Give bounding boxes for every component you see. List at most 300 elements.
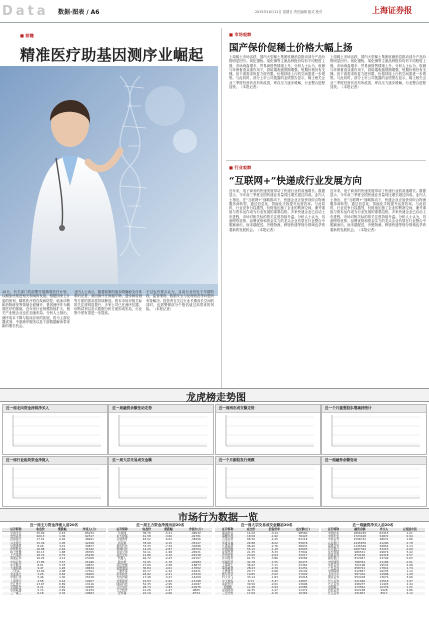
table-cell: -15320 xyxy=(190,572,201,577)
table-cell: 同花顺 xyxy=(117,540,127,545)
table-cell: 中国联通 xyxy=(327,569,340,574)
table-cell: 碧水源 xyxy=(117,559,127,564)
table-cell: 中天城投 xyxy=(222,578,234,583)
table-cell: 上汽集团 xyxy=(10,553,22,558)
table-cell: -2.39 xyxy=(270,565,278,570)
table-cell: 中国建筑 xyxy=(327,559,340,564)
table-cell: 卫宁软件 xyxy=(116,587,128,592)
chart-panel-title: 近一个月重要股东增减持统计 xyxy=(322,405,426,413)
chart-panel xyxy=(215,404,321,455)
table-cell: 13.67 xyxy=(36,581,45,586)
table-cell: 复星医药 xyxy=(222,550,234,555)
table-cell: 1.86 xyxy=(406,537,413,542)
table-cell: 17.48 xyxy=(142,575,151,580)
table-cell: 35.69 xyxy=(36,531,45,536)
table-cell: 贵州茅台 xyxy=(10,534,22,539)
table-cell: 1.12 xyxy=(406,569,413,574)
table-cell: 16235 xyxy=(379,569,389,574)
table-cell: 2.08 xyxy=(406,562,413,567)
table-cell: 0.75 xyxy=(59,553,66,558)
left-article-column-1: 10月，有关部门将部署开展精准医疗计划，以期加快推进相关领域的发展。根据国家卫计委的规划，精准医疗将在疾病防控、临床诊断和药物研发等领域全面铺开。基因测序作为精准医疗的基础，近年来行业规模持续扩大，相关产业链企业也在加速布局。分析人士指出，测序成本下降与临床应用的拓展，将为上游仪器试剂、中游测序服务以及下游数据解读带来新的增长机会。 xyxy=(2,290,70,329)
table-cell: 万达信息 xyxy=(116,584,128,589)
table-cell: 12.86 xyxy=(142,553,151,558)
chart-panel xyxy=(2,404,108,455)
table-cell: 28.74 xyxy=(142,584,151,589)
table-cell: 41290 xyxy=(379,540,389,545)
table-cell: 18.74 xyxy=(36,553,45,558)
table-cell: 45.17 xyxy=(142,569,151,574)
table-cell: -31896 xyxy=(190,543,201,548)
table-cell: 553218 xyxy=(354,575,366,580)
table-cell: -2.21 xyxy=(164,572,173,577)
table-cell: -35127 xyxy=(190,540,201,545)
table-cell: 三一重工 xyxy=(10,591,22,596)
table-cell: 东方航空 xyxy=(10,562,22,567)
table-cell: 16409 xyxy=(85,572,94,577)
table-cell: 海通证券 xyxy=(10,556,22,561)
right-top-body-a: 上周稀土市场活跃，国内大型稀土集团收储消息推动部分产品价格明显回升。氧化镨钕、氧化镝等主流品种报价均有不同程度上涨，市场询盘增多，贸易商惜售情绪上升。分析人士认为，收储与环保督查双重作用下，供给端收缩预期增强，短期价格仍有支撑。但下游需求恢复力度有限，价格持续上行的空间需进一步观察。与此同时，部分上市公司披露的业绩预告显示，稀土相关企业三季度经营状况有所改善，库存压力逐步缓解，行业整合进程加快。（本报记者） xyxy=(229,55,325,90)
chart-plot-area xyxy=(322,413,424,452)
table-cell: 三聚环保 xyxy=(116,569,128,574)
tables-band-title: 市场行为数据一览 xyxy=(178,513,258,524)
table-cell: 中信证券 xyxy=(327,537,340,542)
doctor-dna-illustration xyxy=(0,66,218,284)
table-cell: 42.35 xyxy=(246,587,255,592)
chart-band-header xyxy=(0,388,429,402)
table-cell: 14207 xyxy=(85,578,94,583)
data-wordmark: Data xyxy=(2,4,49,19)
table-cell: 72.33 xyxy=(142,543,151,548)
chart-panel-title: 近一周北向资金持续净买入 xyxy=(3,405,107,413)
table-cell: 0.62 xyxy=(59,572,66,577)
table-cell: -1.83 xyxy=(270,575,278,580)
table-cell: 29874 xyxy=(379,550,389,555)
table-row xyxy=(2,592,106,595)
data-table xyxy=(215,528,319,595)
table-cell: -1.27 xyxy=(270,587,278,592)
chart-plot-area xyxy=(3,465,105,504)
table-cell: 0.94 xyxy=(406,534,413,539)
table-cell: 612847 xyxy=(354,569,366,574)
table-cell: 38.76 xyxy=(142,531,151,536)
table-cell: 3.21 xyxy=(59,543,66,548)
table-header-cell: 占流通市值 xyxy=(394,528,425,532)
table-cell: 1.31 xyxy=(406,584,413,589)
table-cell: 4.12 xyxy=(59,556,66,561)
table-cell: 1856230 xyxy=(353,531,367,536)
table-cell: 1.97 xyxy=(406,578,413,583)
table-cell: 华策影视 xyxy=(116,578,128,583)
table-cell: 16.88 xyxy=(36,546,45,551)
table-cell: 华谊兄弟 xyxy=(116,550,128,555)
table-cell: 金螳螂 xyxy=(223,584,232,589)
table-cell: -8754 xyxy=(191,591,200,596)
chart-plot-area xyxy=(216,413,318,452)
table-cell: 12585 xyxy=(298,584,308,589)
table-cell: 19532 xyxy=(379,562,389,567)
table-cell: 信维通信 xyxy=(116,565,128,570)
table-cell: 0.63 xyxy=(406,556,413,561)
table-header-cell: 融资余额 xyxy=(346,528,374,532)
data-table-block xyxy=(215,523,319,624)
table-cell: 812947 xyxy=(354,556,366,561)
table-header-cell: 净流出(万) xyxy=(179,528,212,532)
table-cell: 33215 xyxy=(379,546,389,551)
table-cell: -20984 xyxy=(190,559,201,564)
table-cell: 42603 xyxy=(298,546,308,551)
table-cell: 42.18 xyxy=(246,559,255,564)
table-cell: 1.36 xyxy=(59,534,66,539)
table-cell: 光线传媒 xyxy=(116,575,128,580)
table-cell: 2.13 xyxy=(406,543,413,548)
right-top-kicker: ■ 市场观察 xyxy=(229,32,252,37)
table-cell: 48631 xyxy=(379,537,389,542)
table-cell: 10843 xyxy=(85,591,94,596)
table-cell: 76423 xyxy=(298,534,308,539)
table-cell: 农业银行 xyxy=(10,572,22,577)
table-cell: 15918 xyxy=(298,575,308,580)
table-cell: 云南白药 xyxy=(222,537,234,542)
table-header-cell: 证券简称 xyxy=(2,528,30,532)
table-cell: -1.27 xyxy=(164,587,173,592)
table-cell: 26318 xyxy=(379,553,389,558)
table-cell: 30.84 xyxy=(142,565,151,570)
table-cell: 29584 xyxy=(298,556,308,561)
issue-meta: 2015年10月11日 星期日 责任编辑 版式 校对 xyxy=(255,10,323,14)
table-row xyxy=(321,592,425,595)
table-cell: -1.64 xyxy=(164,578,173,583)
table-cell: 19872 xyxy=(85,562,94,567)
table-cell: -38456 xyxy=(190,537,201,542)
table-cell: 中国平安 xyxy=(10,531,22,536)
table-cell: 海螺水泥 xyxy=(222,534,234,539)
table-cell: 5.46 xyxy=(37,575,44,580)
table-cell: 5.33 xyxy=(59,562,66,567)
right-mid-body-a: 近年来，电子商务的快速发展带动了快递行业的高速增长。数据显示，今年前三季度全国快递业务量同比增长超过四成。业内人士指出，在“互联网+”战略推动下，快递企业正加快向综合物流服务商转型，通过信息化、智能化手段提升运营效率。与此同时，行业竞争日趋激烈，价格战压缩了企业的利润空间，兼并重组与资本运作成为行业发展的重要趋势。多家快递企业已启动上市进程，市场对相关标的的关注度持续升温。分析人士认为，具备网络优势、品牌优势和资金实力的龙头企业有望在行业整合中脱颖而出，而末端配送、冷链物流、跨境快递等细分领域也孕育着新的发展机会。（本报记者） xyxy=(229,189,325,232)
table-cell: -1.92 xyxy=(270,534,278,539)
table-cell: 1.49 xyxy=(406,572,413,577)
table-cell: 15.36 xyxy=(36,540,45,545)
table-cell: 招商证券 xyxy=(327,553,340,558)
table-cell: 9.47 xyxy=(37,565,44,570)
table-cell: 19.85 xyxy=(246,572,255,577)
table-cell: 格力电器 xyxy=(10,550,22,555)
table-cell: 63.02 xyxy=(142,537,151,542)
table-cell: -3.12 xyxy=(164,553,173,558)
table-cell: 10376 xyxy=(379,584,389,589)
table-cell: 33217 xyxy=(298,553,308,558)
table-cell: 874126 xyxy=(354,553,366,558)
table-cell: 万科A xyxy=(12,569,20,574)
table-cell: 17841 xyxy=(379,565,389,570)
table-cell: 26473 xyxy=(298,559,308,564)
table-cell: 14.20 xyxy=(246,531,255,536)
table-cell: 23108 xyxy=(85,556,94,561)
table-cell: 全通教育 xyxy=(116,537,128,542)
table-cell: 康美药业 xyxy=(222,531,234,536)
table-cell: 62315 xyxy=(379,531,389,536)
table-cell: 46.72 xyxy=(142,556,151,561)
divider xyxy=(226,160,426,161)
table-cell: 华夏幸福 xyxy=(222,540,234,545)
table-cell: 国金证券 xyxy=(327,575,340,580)
chart-plot-area xyxy=(109,465,211,504)
table-cell: -5.47 xyxy=(270,578,278,583)
data-table-title: 近一周主力资金净流出前20名 xyxy=(136,523,185,527)
newspaper-name: 上海证券报 xyxy=(372,5,412,15)
table-cell: 13116 xyxy=(85,581,94,586)
table-cell: -2.76 xyxy=(270,543,278,548)
table-cell: 3.06 xyxy=(406,575,413,580)
table-cell: 9428 xyxy=(380,587,388,592)
chart-panel xyxy=(321,456,427,507)
table-cell: 28.43 xyxy=(246,565,255,570)
table-cell: 431827 xyxy=(354,591,366,596)
table-cell: 11934 xyxy=(85,587,94,592)
table-cell: 30.56 xyxy=(246,581,255,586)
table-cell: 东方财富 xyxy=(116,534,128,539)
table-cell: 汤臣倍健 xyxy=(116,562,128,567)
table-header-cell: 证券简称 xyxy=(215,528,241,532)
table-cell: -6.02 xyxy=(270,540,278,545)
table-cell: 2.86 xyxy=(406,587,413,592)
table-cell: 4.58 xyxy=(37,578,44,583)
table-cell: 华泰证券 xyxy=(327,562,340,567)
tables-band-header xyxy=(0,508,429,522)
table-cell: 方正证券 xyxy=(327,581,340,586)
table-cell: 3.99 xyxy=(59,587,66,592)
table-cell: -7.11 xyxy=(270,562,278,567)
table-cell: 12518 xyxy=(379,578,389,583)
right-mid-title: “互联网+”快递成行业发展方向 xyxy=(229,176,362,187)
table-cell: 鱼跃医疗 xyxy=(222,581,234,586)
table-cell: 54872 xyxy=(379,534,389,539)
table-cell: 1245876 xyxy=(353,540,367,545)
table-header-cell: 净买入 xyxy=(374,528,395,532)
table-cell: 498237 xyxy=(354,581,366,586)
chart-panel-title: 近一周融资余额变动走势 xyxy=(109,405,213,413)
table-cell: 0.78 xyxy=(406,540,413,545)
table-cell: 14.29 xyxy=(142,546,151,551)
chart-panel-title: 近一周两市成交额走势 xyxy=(216,405,320,413)
data-table xyxy=(321,528,425,595)
table-cell: -48532 xyxy=(190,531,201,536)
table-cell: -7.34 xyxy=(164,543,173,548)
table-header-cell: 证券简称 xyxy=(321,528,346,532)
table-cell: 33.14 xyxy=(246,575,255,580)
table-cell: 23749 xyxy=(379,556,389,561)
table-cell: 中国平安 xyxy=(327,534,340,539)
table-cell: -2.04 xyxy=(270,553,278,558)
chart-panel-title: 近一周大宗交易成交金额 xyxy=(109,457,213,465)
table-row xyxy=(215,592,319,595)
table-cell: -1.18 xyxy=(270,546,278,551)
chart-plot-area xyxy=(216,465,318,504)
table-cell: 16.02 xyxy=(36,556,45,561)
table-cell: 473561 xyxy=(354,584,366,589)
table-cell: 0.92 xyxy=(59,537,66,542)
table-cell: 工商银行 xyxy=(10,578,22,583)
table-cell: 28765 xyxy=(85,550,94,555)
table-cell: 21186 xyxy=(379,559,389,564)
table-cell: 17029 xyxy=(298,572,308,577)
table-cell: 15318 xyxy=(85,575,94,580)
table-cell: 中信证券 xyxy=(10,559,22,564)
table-cell: -22107 xyxy=(190,556,201,561)
table-cell: 泸州老窖 xyxy=(222,553,234,558)
data-table-block xyxy=(321,523,425,624)
table-cell: 民生银行 xyxy=(327,546,340,551)
table-cell: 3.57 xyxy=(59,559,66,564)
table-cell: -1.98 xyxy=(164,550,173,555)
table-cell: 0.69 xyxy=(406,546,413,551)
table-cell: 62317 xyxy=(85,534,94,539)
right-top-title: 国产保价促稀土价格大幅上扬 xyxy=(229,43,353,54)
table-cell: 2.32 xyxy=(59,591,66,596)
table-cell: -1.32 xyxy=(164,569,173,574)
table-cell: 25436 xyxy=(85,553,94,558)
table-cell: 广发证券 xyxy=(327,565,340,570)
chart-panel-title: 近一个月新股发行规模 xyxy=(216,457,320,465)
table-cell: 63118 xyxy=(298,537,308,542)
table-cell: 恒瑞医药 xyxy=(222,559,234,564)
data-table-title: 近一周主力资金净流入前20名 xyxy=(29,523,79,527)
table-cell: 1.26 xyxy=(59,565,66,570)
data-table-title: 近一周融资净买入前20名 xyxy=(352,523,394,527)
table-cell: -2.06 xyxy=(164,591,173,596)
table-cell: 31.95 xyxy=(142,559,151,564)
table-cell: 8.91 xyxy=(37,562,44,567)
table-cell: -10976 xyxy=(190,584,201,589)
data-table-title: 近一周大宗交易成交金额前20名 xyxy=(240,523,293,527)
table-cell: 中国联通 xyxy=(10,587,22,592)
chart-panel-title: 近一周融券余额变动 xyxy=(322,457,426,465)
table-cell: 兴业银行 xyxy=(10,540,22,545)
table-cell: 39877 xyxy=(85,543,94,548)
table-cell: 海康威视 xyxy=(222,565,234,570)
table-cell: 85234 xyxy=(85,531,94,536)
table-cell: 1.05 xyxy=(59,540,66,545)
table-cell: -3.66 xyxy=(164,534,173,539)
table-cell: -12087 xyxy=(190,581,201,586)
table-cell: 浦发银行 xyxy=(327,556,340,561)
table-cell: 68.30 xyxy=(246,537,255,542)
table-cell: 宝钢股份 xyxy=(10,584,22,589)
table-cell: 东阿阿胶 xyxy=(222,587,234,592)
table-cell: 23.60 xyxy=(246,553,255,558)
table-cell: 52.35 xyxy=(142,581,151,586)
table-cell: -2.58 xyxy=(164,562,173,567)
table-header-cell: 净流入(万) xyxy=(73,528,106,532)
chart-panel xyxy=(215,456,321,507)
page-header xyxy=(0,0,429,23)
table-cell: -14209 xyxy=(190,575,201,580)
table-header-cell: 涨跌幅 xyxy=(158,528,180,532)
table-cell: -2.87 xyxy=(164,546,173,551)
table-cell: 蓝色光标 xyxy=(116,553,128,558)
table-cell: 中国国旅 xyxy=(222,546,234,551)
table-cell: 乐视网 xyxy=(117,531,127,536)
section-label: 数据·图表 / A6 xyxy=(58,9,100,16)
table-cell: 18.92 xyxy=(142,572,151,577)
table-cell: 20.77 xyxy=(246,569,255,574)
table-cell: 48921 xyxy=(85,537,94,542)
table-cell: 掌趣科技 xyxy=(116,546,128,551)
table-header-cell: 成交价 xyxy=(241,528,262,532)
table-cell: 55876 xyxy=(298,540,308,545)
table-cell: 14908 xyxy=(379,572,389,577)
table-cell: 1.30 xyxy=(59,575,66,580)
table-cell: -5.33 xyxy=(270,550,278,555)
table-cell: 暴风科技 xyxy=(116,543,128,548)
chart-panel xyxy=(108,456,214,507)
table-cell: -4.15 xyxy=(270,591,278,596)
table-cell: 东华软件 xyxy=(116,572,128,577)
table-header-cell: 证券简称 xyxy=(108,528,136,532)
table-cell: 0.44 xyxy=(59,578,66,583)
table-cell: 37842 xyxy=(298,550,308,555)
table-header-cell: 收盘价 xyxy=(30,528,52,532)
table-cell: 13674 xyxy=(379,575,389,580)
table-cell: 大族激光 xyxy=(222,569,234,574)
table-cell: 10363 xyxy=(298,591,308,596)
table-cell: 1598732 xyxy=(353,537,367,542)
table-cell: 2.44 xyxy=(406,581,413,586)
table-cell: 科大讯飞 xyxy=(222,575,234,580)
table-cell: 1136549 xyxy=(353,543,367,548)
table-cell: 11403 xyxy=(379,581,389,586)
table-cell: 17.09 xyxy=(246,591,255,596)
table-cell: 36854 xyxy=(379,543,389,548)
table-cell: -1.55 xyxy=(270,559,278,564)
table-cell: 兴业银行 xyxy=(327,540,340,545)
table-cell: 光大证券 xyxy=(327,578,340,583)
table-cell: 西部证券 xyxy=(327,587,340,592)
chart-panel xyxy=(2,456,108,507)
table-cell: 768354 xyxy=(354,559,366,564)
table-cell: 京东方A xyxy=(328,572,339,577)
chart-panel xyxy=(108,404,214,455)
table-cell: -3.83 xyxy=(164,584,173,589)
table-cell: 中国石化 xyxy=(10,575,22,580)
table-cell: 702198 xyxy=(354,562,366,567)
table-cell: 78.49 xyxy=(142,540,151,545)
table-cell: -28764 xyxy=(190,546,201,551)
table-cell: 11474 xyxy=(298,587,308,592)
table-cell: 18.56 xyxy=(246,534,255,539)
chart-band-title: 龙虎榜走势图 xyxy=(186,393,246,404)
table-cell: 31542 xyxy=(85,546,94,551)
table-cell: -17652 xyxy=(190,565,201,570)
table-cell: 2.57 xyxy=(406,553,413,558)
table-cell: 1.88 xyxy=(59,550,66,555)
table-cell: 2.64 xyxy=(59,546,66,551)
column-divider xyxy=(221,28,222,388)
right-mid-body-b: 近年来，电子商务的快速发展带动了快递行业的高速增长。数据显示，今年前三季度全国快递业务量同比增长超过四成。业内人士指出，在“互联网+”战略推动下，快递企业正加快向综合物流服务商转型，通过信息化、智能化手段提升运营效率。与此同时，行业竞争日趋激烈，价格战压缩了企业的利润空间，兼并重组与资本运作成为行业发展的重要趋势。多家快递企业已启动上市进程，市场对相关标的的关注度持续升温。分析人士认为，具备网络优势、品牌优势和资金实力的龙头企业有望在行业整合中脱颖而出，而末端配送、冷链物流、跨境快递等细分领域也孕育着新的发展机会。（本报记者） xyxy=(330,189,426,232)
table-cell: -13198 xyxy=(190,578,201,583)
table-cell: 2.08 xyxy=(59,569,66,574)
data-table xyxy=(2,528,106,595)
table-cell: 587432 xyxy=(354,572,366,577)
table-cell: 6.72 xyxy=(247,578,255,583)
table-cell: -4.15 xyxy=(164,540,173,545)
table-cell: -18873 xyxy=(190,562,201,567)
table-cell: 中国建筑 xyxy=(10,543,22,548)
data-table-block xyxy=(2,523,106,624)
table-cell: -4.25 xyxy=(270,537,278,542)
table-cell: 2.15 xyxy=(59,531,66,536)
table-cell: 32.11 xyxy=(142,550,151,555)
